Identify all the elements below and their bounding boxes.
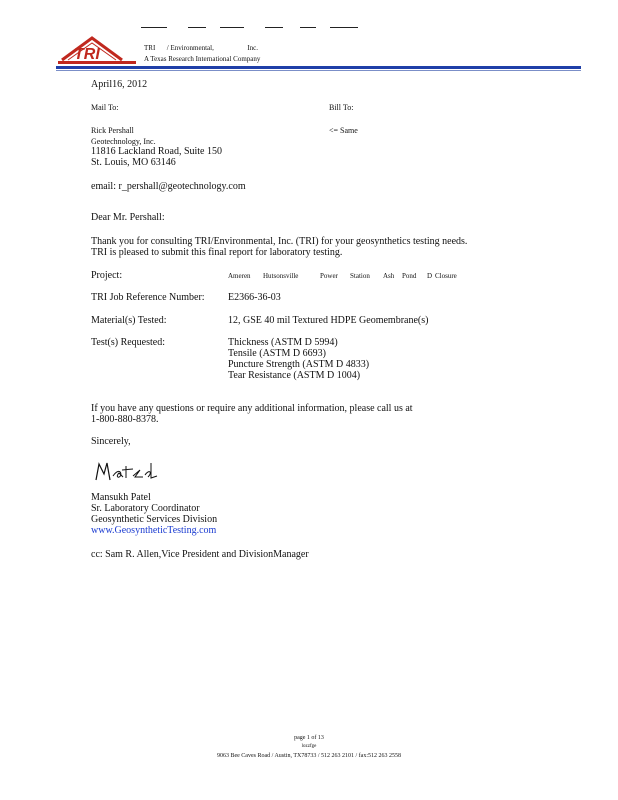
tests-label: Test(s) Requested:	[91, 337, 166, 348]
intro-line-2: TRI is pleased to submit this final report for laboratory testing.	[91, 247, 343, 258]
signer-name: Mansukh Patel	[91, 492, 151, 503]
website-link[interactable]: www.GeosyntheticTesting.com	[91, 525, 217, 536]
recipient-address-2: St. Louis, MO 63146	[91, 157, 176, 168]
test-item: Tear Resistance (ASTM D 1004)	[228, 370, 361, 381]
mail-to-label: Mail To:	[91, 103, 119, 112]
closing-line-1: If you have any questions or require any additional information, please call us at	[91, 403, 413, 414]
header-rule-thin	[56, 70, 581, 71]
company-line-2: A Texas Research International Company	[144, 55, 261, 63]
test-item: Puncture Strength (ASTM D 4833)	[228, 359, 370, 370]
logo-text: TRI	[74, 46, 100, 63]
recipient-email: email: r_pershall@geotechnology.com	[91, 181, 246, 192]
recipient-company: Geotechnology, Inc.	[91, 137, 156, 146]
footer-initials: lozzfge	[301, 744, 317, 749]
footer-address: 9063 Bee Caves Road / Austin, TX78733 / 512 263 2101 / fax:512 263 2558	[216, 753, 402, 759]
sign-off: Sincerely,	[91, 436, 131, 447]
recipient-name: Rick Pershall	[91, 126, 134, 135]
materials-value: 12, GSE 40 mil Textured HDPE Geomembrane(s)	[228, 315, 429, 326]
test-item: Thickness (ASTM D 5994)	[228, 337, 338, 348]
bill-to-label: Bill To:	[329, 103, 354, 112]
job-ref-label: TRI Job Reference Number:	[91, 292, 205, 303]
signer-title: Sr. Laboratory Coordinator	[91, 503, 200, 514]
bill-to-value: <= Same	[329, 126, 358, 135]
footer-page: page 1 of 13	[294, 735, 324, 741]
job-ref-value: E2366-36-03	[228, 292, 281, 303]
cc-line: cc: Sam R. Allen,Vice President and DivisionManager	[91, 549, 309, 560]
intro-line-1: Thank you for consulting TRI/Environmental, Inc. (TRI) for your geosynthetics testing needs.	[91, 236, 468, 247]
project-label: Project:	[91, 270, 123, 281]
recipient-address-1: 11816 Lackland Road, Suite 150	[91, 146, 222, 157]
salutation: Dear Mr. Pershall:	[91, 212, 165, 223]
company-line-1: TRI / Environmental, Inc.	[144, 44, 259, 52]
header-rule	[56, 66, 581, 69]
closing-phone: 1-800-880-8378.	[91, 414, 159, 425]
letter-date: April16, 2012	[91, 79, 148, 90]
tri-logo	[58, 36, 138, 66]
signer-division: Geosynthetic Services Division	[91, 514, 218, 525]
materials-label: Material(s) Tested:	[91, 315, 167, 326]
handwritten-signature	[93, 458, 163, 486]
test-item: Tensile (ASTM D 6693)	[228, 348, 326, 359]
